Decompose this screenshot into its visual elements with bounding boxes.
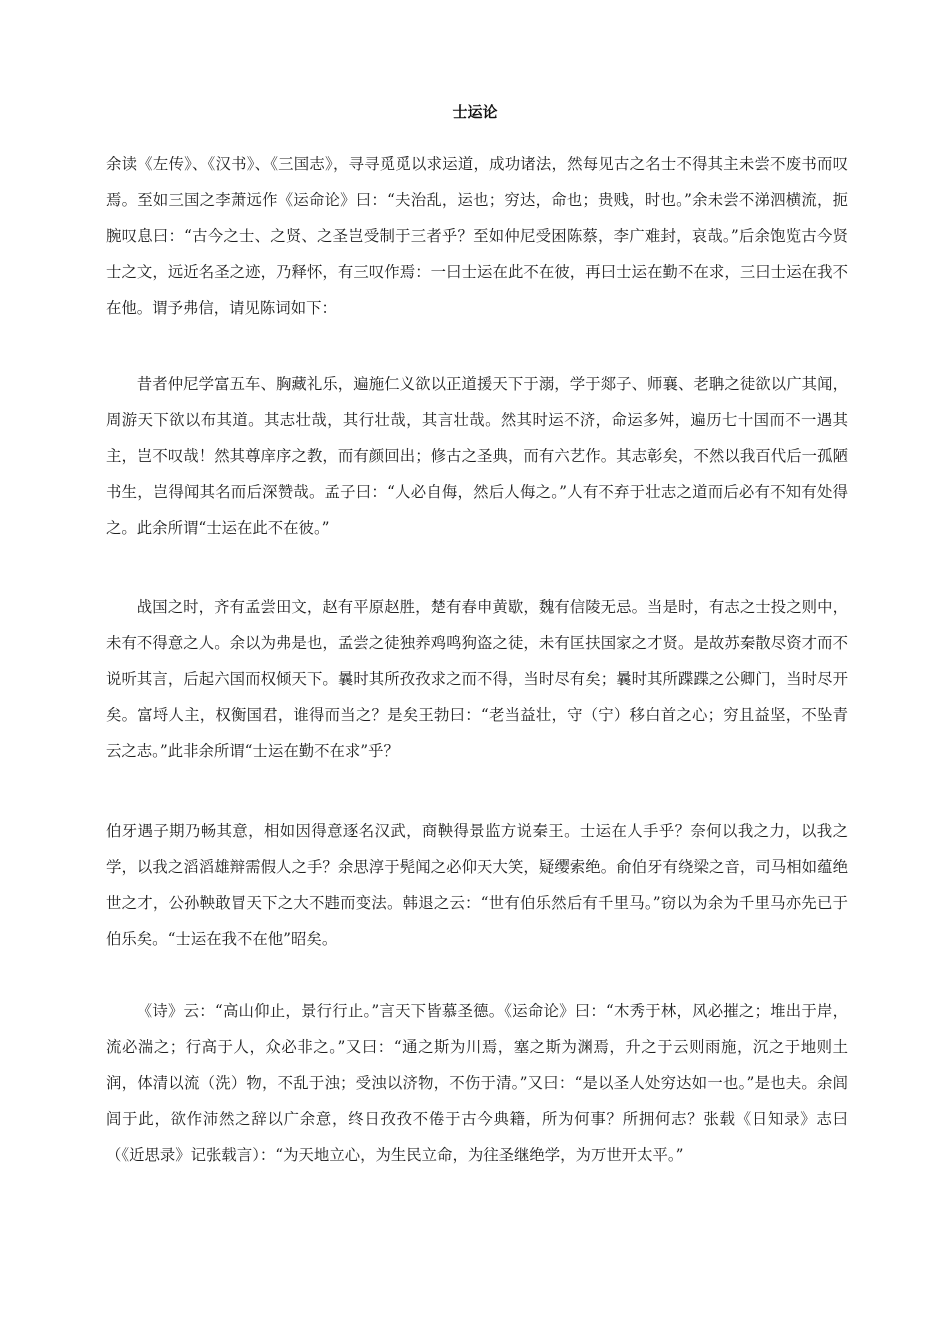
paragraph-intro: 余读《左传》、《汉书》、《三国志》，寻寻觅觅以求运道，成功诸法，然每见古之名士不得其主未尝不废书而叹焉。至如三国之李萧远作《运命论》曰：“夫治乱，运也；穷达，命也；贵贱，时也。”余未尝不涕泗横流，扼腕叹息曰：“古今之士、之贤、之圣岂受制于三者乎？至如仲尼受困陈蔡，李广难封，哀哉。”后余饱览古今贤士之文，远近名圣之迹，乃释怀，有三叹作焉：一曰士运在此不在彼，再曰士运在勤不在求，三曰士运在我不在他。谓予弗信，请见陈词如下：	[106, 155, 848, 317]
paragraph-conclusion: 《诗》云：“高山仰止，景行行止。”言天下皆慕圣德。《运命论》曰：“木秀于林，风必摧之；堆出于岸，流必湍之；行高于人，众必非之。”又曰：“通之斯为川焉，塞之斯为渊焉，升之于云则雨施，沉之于地则土润，体清以流（洗）物，不乱于浊；受浊以济物，不伤于清。”又曰：“是以圣人处穷达如一也。”是也夫。余闾闾于此，欲作沛然之辞以广余意，终日孜孜不倦于古今典籍，所为何事？所拥何志？张载《日知录》志曰（《近思录》记张载言）：“为天地立心，为生民立命，为往圣继绝学，为万世开太平。”	[106, 1002, 848, 1164]
paragraph-boya: 伯牙遇子期乃畅其意，相如因得意逐名汉武，商鞅得景监方说秦王。士运在人手乎？奈何以我之力，以我之学，以我之滔滔雄辩需假人之手？余思淳于髡闻之必仰天大笑，疑缨索绝。俞伯牙有绕梁之音，司马相如蕴绝世之才，公孙鞅敢冒天下之大不韪而变法。韩退之云：“世有伯乐然后有千里马。”窃以为余为千里马亦先已于伯乐矣。“士运在我不在他”昭矣。	[106, 822, 848, 948]
paragraph-warring-states: 战国之时，齐有孟尝田文，赵有平原赵胜，楚有春申黄歇，魏有信陵无忌。当是时，有志之士投之则中，未有不得意之人。余以为弗是也，孟尝之徒独养鸡鸣狗盗之徒，未有匡扶国家之才贤。是故苏秦散尽资才而不说听其言，后起六国而权倾天下。曩时其所孜孜求之而不得，当时尽有矣；曩时其所蹀蹀之公卿门，当时尽开矣。富埒人主，权衡国君，谁得而当之？是矣王勃曰：“老当益壮，守（宁）移白首之心；穷且益坚，不坠青云之志。”此非余所谓“士运在勤不在求”乎？	[106, 598, 848, 760]
paragraph-confucius: 昔者仲尼学富五车、胸藏礼乐，遍施仁义欲以正道援天下于溺，学于郯子、师襄、老聃之徒欲以广其闻，周游天下欲以布其道。其志壮哉，其行壮哉，其言壮哉。然其时运不济，命运多舛，遍历七十国而不一遇其主，岂不叹哉！然其尊庠序之教，而有颜回出；修古之圣典，而有六艺作。其志彰矣，不然以我百代后一孤陋书生，岂得闻其名而后深赞哉。孟子曰：“人必自侮，然后人侮之。”人有不弃于壮志之道而后必有不知有处得之。此余所谓“士运在此不在彼。”	[106, 375, 848, 537]
document-title: 士运论	[452, 103, 498, 121]
